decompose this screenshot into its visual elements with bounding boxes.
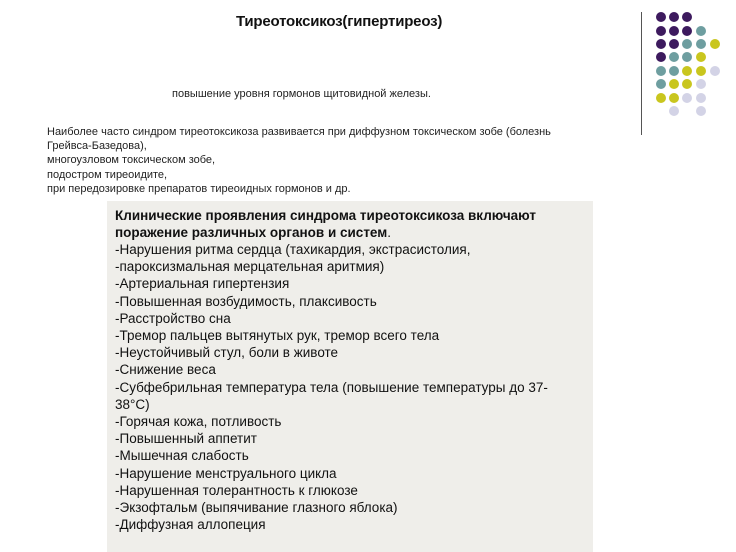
clinical-manifestations-box [107, 201, 593, 552]
symptom-item: -Тремор пальцев вытянутых рук, тремор всего тела [115, 328, 440, 344]
dot-lavender-icon [696, 79, 706, 89]
dot-teal-icon [656, 66, 666, 76]
symptom-item: -Горячая кожа, потливость [115, 414, 282, 430]
symptom-item: -Диффузная аллопеция [115, 517, 266, 533]
dot-lavender-icon [682, 93, 692, 103]
symptom-item: -Неустойчивый стул, боли в животе [115, 345, 339, 361]
dot-purple-icon [656, 26, 666, 36]
dot-yellow-icon [669, 79, 679, 89]
symptom-item: -пароксизмальная мерцательная аритмия) [115, 259, 385, 275]
dot-purple-icon [669, 26, 679, 36]
dot-lavender-icon [710, 66, 720, 76]
symptom-item: -Расстройство сна [115, 310, 231, 326]
dot-yellow-icon [710, 39, 720, 49]
intro-line: подостром тиреоидите, [47, 168, 168, 181]
dot-teal-icon [696, 39, 706, 49]
clinical-heading-line2-wrap [115, 224, 585, 241]
dot-lavender-icon [669, 106, 679, 116]
dot-yellow-icon [696, 66, 706, 76]
dot-purple-icon [682, 26, 692, 36]
dot-purple-icon [656, 39, 666, 49]
dot-yellow-icon [656, 93, 666, 103]
symptom-item: -Нарушения ритма сердца (тахикардия, экстрасистолия, [115, 242, 471, 257]
clinical-heading-period: . [387, 225, 392, 240]
symptom-item: 38°С) [115, 396, 150, 412]
dot-yellow-icon [696, 52, 706, 62]
dot-teal-icon [696, 26, 706, 36]
intro-line: при передозировке препаратов тиреоидных гормонов и др. [47, 182, 351, 195]
dot-teal-icon [669, 66, 679, 76]
dot-yellow-icon [669, 93, 679, 103]
dot-teal-icon [682, 52, 692, 62]
slide-title: Тиреотоксикоз(гипертиреоз) [236, 13, 443, 30]
dot-yellow-icon [682, 66, 692, 76]
dot-lavender-icon [696, 106, 706, 116]
dot-purple-icon [682, 12, 692, 22]
dot-purple-icon [669, 39, 679, 49]
intro-line: Наиболее часто синдром тиреотоксикоза развивается при диффузном токсическом зобе (болезнь [47, 126, 551, 138]
intro-line: Грейвса-Базедова), [47, 140, 147, 153]
symptom-item: -Нарушение менструального цикла [115, 465, 337, 481]
dot-purple-icon [656, 52, 666, 62]
dot-teal-icon [682, 39, 692, 49]
symptom-item: -Артериальная гипертензия [115, 276, 290, 292]
decorative-vertical-rule [641, 12, 642, 135]
dot-lavender-icon [696, 93, 706, 103]
dot-teal-icon [656, 79, 666, 89]
definition-text: повышение уровня гормонов щитовидной железы. [172, 88, 431, 100]
dot-yellow-icon [682, 79, 692, 89]
dot-purple-icon [656, 12, 666, 22]
symptom-item: -Мышечная слабость [115, 448, 249, 464]
symptom-item: -Нарушенная толерантность к глюкозе [115, 482, 358, 498]
dot-teal-icon [669, 52, 679, 62]
symptom-item: -Снижение веса [115, 362, 216, 378]
symptom-item: -Повышенный аппетит [115, 431, 257, 447]
intro-paragraph [47, 125, 637, 196]
symptom-item: -Повышенная возбудимость, плаксивость [115, 293, 377, 309]
intro-line: многоузловом токсическом зобе, [47, 154, 216, 167]
symptom-item: -Субфебрильная температура тела (повышение температуры до 37- [115, 379, 548, 395]
dot-purple-icon [669, 12, 679, 22]
symptom-item: -Экзофтальм (выпячивание глазного яблока) [115, 500, 398, 516]
clinical-heading-line1: Клинические проявления синдрома тиреотоксикоза включают [115, 208, 536, 223]
clinical-heading-line2: поражение различных органов и систем [115, 225, 388, 240]
